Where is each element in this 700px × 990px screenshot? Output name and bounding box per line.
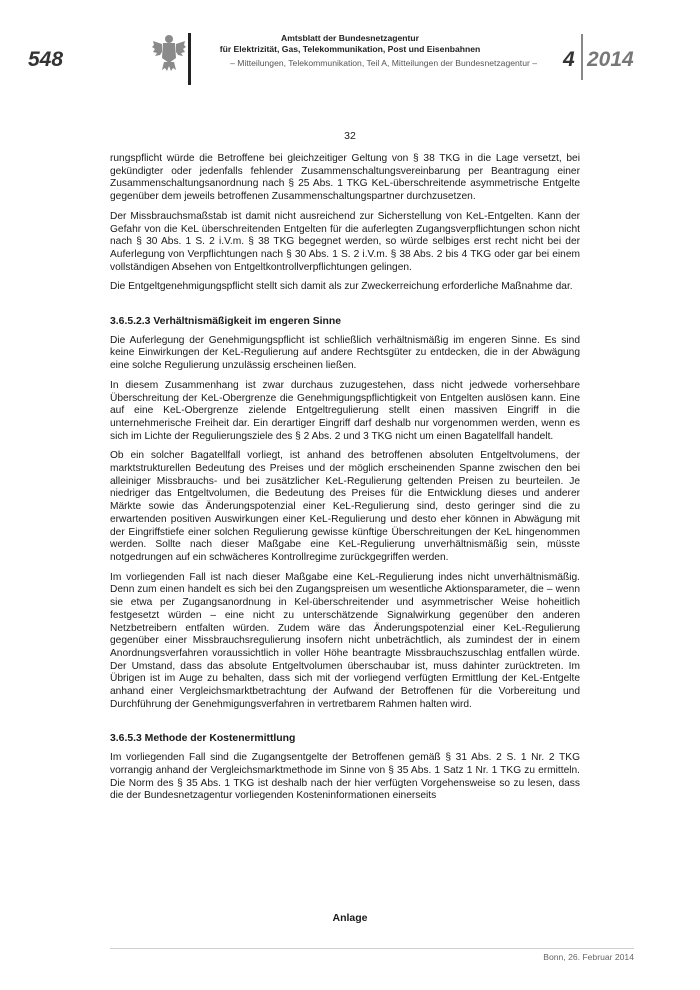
paragraph: Die Entgeltgenehmigungspflicht stellt sich damit als zur Zweckerreichung erforderliche Maßnahme dar. <box>110 281 573 293</box>
paragraph: rungspflicht würde die Betroffene bei gleichzeitiger Geltung von § 38 TKG in die Lage versetzt, bei gekündigter oder jedenfalls fehlender Zusammenschaltungsvereinbarung per Beantragung einer Zusammenschaltungsanordnung nach § 25 Abs. 1 TKG KeL-überschreitende asymmetrische Entgelte gegenüber dem jeweils betroffenen Zusammenschaltungspartner durchzusetzen. <box>110 153 580 203</box>
paragraph: Der Missbrauchsmaßstab ist damit nicht ausreichend zur Sicherstellung von KeL-Entgelten. Kann der Gefahr von die KeL überschreitenden Entgelten für die auferlegten Zugangsverpflichtungen schon nicht nach § 30 Abs. 1 S. 2 i.V.m. § 38 TKG begegnet werden, so würde selbiges erst recht nicht bei der Auferlegung von Verpflichtungen nach § 30 Abs. 1 S. 2 i.V.m. § 38 Abs. 2 bis 4 TKG oder gar bei einem vollständigen Absehen von Entgeltkontrollverpflichtungen gelingen. <box>110 210 580 273</box>
section-heading: 3.6.5.2.3 Verhältnismäßigkeit im engeren Sinne <box>110 316 341 328</box>
publication-title <box>200 33 500 55</box>
paragraph: Ob ein solcher Bagatellfall vorliegt, ist anhand des betroffenen absoluten Entgeltvolumens, der marktstrukturellen Bedeutung des Preises und der möglich erscheinenden Spanne zwischen den bei alleiniger Missbrauchs- und bei zusätzlicher KeL-Regulierung geltenden Preisen zu beurteilen. Je niedriger das Entgeltvolumen, die Bedeutung des Preises für die Entwicklung dieses und anderer Märkte sowie das Änderungspotenzial einer KeL-Regulierung sind, desto geringer sind die zu erwartenden positiven Auswirkungen einer KeL-Regulierung und desto eher können in Abwägung mit der Eingriffstiefe einer solchen Regulierung gewisse künftige Überschreitungen der KeL hingenommen werden. Sollte nach dieser Maßgabe eine KeL-Regulierung unverhältnismäßig sein, müsste notgedrungen auf ein schwächeres Kontrollregime zurückgegriffen werden. <box>110 450 580 563</box>
publication-subtitle: – Mitteilungen, Telekommunikation, Teil A, Mitteilungen der Bundesnetzagentur – <box>230 58 537 68</box>
document-body <box>110 153 580 810</box>
header-divider-right <box>581 34 583 80</box>
page-header <box>0 0 700 90</box>
paragraph: In diesem Zusammenhang ist zwar durchaus zuzugestehen, dass nicht jedwede vorhersehbare Überschreitung der KeL-Obergrenze die Genehmigungspflichtigkeit von Entgelten auslösen kann. Eine auf eine KeL-Obergrenze zielende Entgeltregulierung stellt einen massiven Eingriff in die unternehmerische Freiheit dar. Ein derartiger Eingriff darf deshalb nur vorgenommen werden, wenn es sich im Lichte der Regulierungsziele des § 2 Abs. 2 und 3 TKG nicht um einen Bagatellfall handelt. <box>110 379 580 442</box>
paragraph: Im vorliegenden Fall sind die Zugangsentgelte der Betroffenen gemäß § 31 Abs. 2 S. 1 Nr. 2 TKG vorrangig anhand der Vergleichsmarktmethode im Sinne von § 35 Abs. 1 Satz 1 Nr. 1 TKG zu ermitteln. Die Norm des § 35 Abs. 1 TKG ist deshalb nach der hier verfügten Vorgehensweise so zu lesen, dass die der Bundesnetzagentur vorliegenden Kosteninformationen einerseits <box>110 752 580 802</box>
issue-year: 2014 <box>587 48 634 71</box>
publication-title-line2: für Elektrizität, Gas, Telekommunikation, Post und Eisenbahnen <box>219 44 481 54</box>
publication-title-line1: Amtsblatt der Bundesnetzagentur <box>281 33 419 43</box>
header-divider-left <box>188 33 191 85</box>
footer-place-date: Bonn, 26. Februar 2014 <box>543 952 634 962</box>
journal-page-number: 548 <box>28 48 64 71</box>
footer-divider <box>110 948 634 949</box>
paragraph: Die Auferlegung der Genehmigungspflicht ist schließlich verhältnismäßig im engeren Sinne. Es sind keine Einwirkungen der KeL-Regulierung auf andere Rechtsgüter zu entdecken, die in der Abwägung eine solche Regulierung unzulässig erscheinen ließen. <box>110 334 580 372</box>
federal-eagle-icon <box>152 32 186 72</box>
content-page-number: 32 <box>344 130 356 142</box>
paragraph: Im vorliegenden Fall ist nach dieser Maßgabe eine KeL-Regulierung indes nicht unverhältnismäßig. Denn zum einen handelt es sich bei den Zugangspreisen um wesentliche Aktionsparameter, die – wenn sie etwa per Zugangsanordnung in Kel-überschreitender und asymmetrischer Weise hoheitlich festgesetzt würden – eine nicht zu unterschätzende Signalwirkung gegenüber den anderen Netzbetreibern entfalten würden. Zudem wäre das Änderungspotenzial einer KeL-Regulierung gegenüber einer Missbrauchsregulierung insofern nicht unbeträchtlich, als zumindest der in einem Anordnungsverfahren voraussichtlich in voller Höhe beantragte Missbrauchszuschlag entfallen würde. Der Umstand, dass das absolute Entgeltvolumen überschaubar ist, muss dahinter zurücktreten. Im Übrigen ist im Auge zu behalten, dass sich mit der vorliegend verfügten Ermittlung der KeL-Entgelte anhand einer Vergleichsmarktbetrachtung der Aufwand der Betroffenen für die Vorbereitung und Durchführung der Genehmigungsverfahren in vertretbarem Rahmen halten wird. <box>110 571 580 710</box>
issue-number: 4 <box>563 48 575 71</box>
anlage-label: Anlage <box>332 912 368 924</box>
section-heading: 3.6.5.3 Methode der Kostenermittlung <box>110 733 296 745</box>
